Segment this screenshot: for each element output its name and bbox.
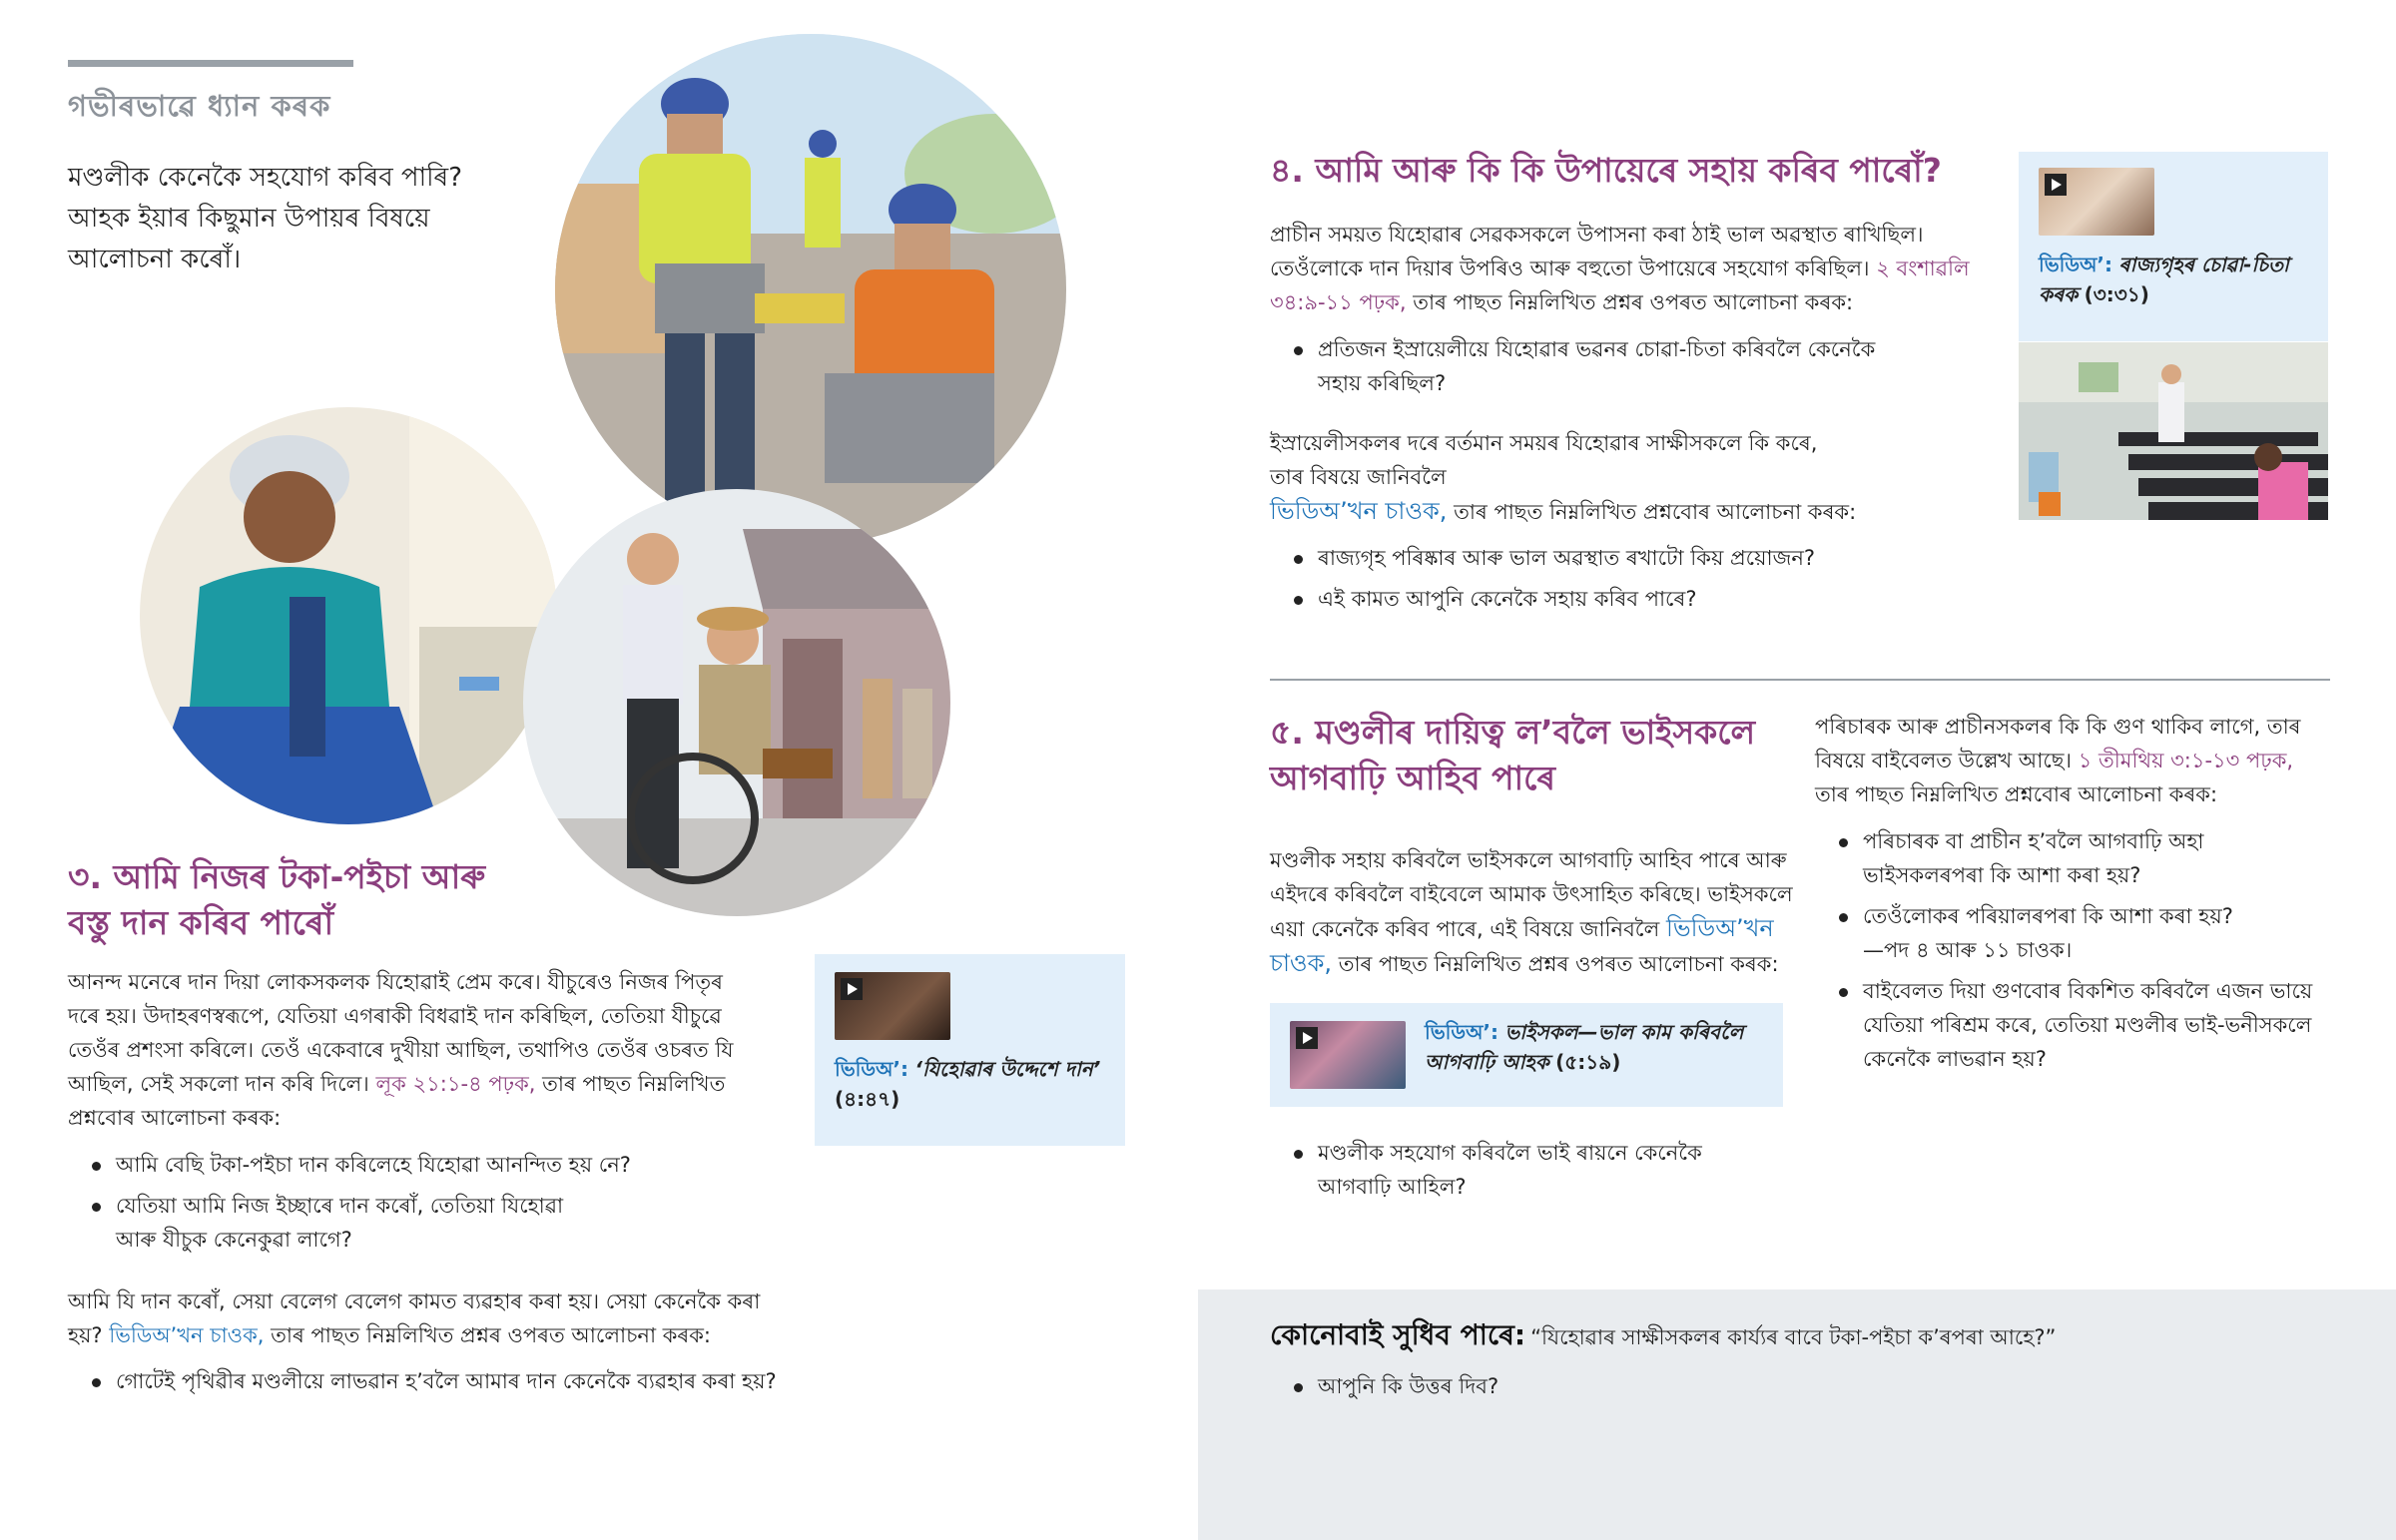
section4-paragraph	[1270, 218, 2009, 319]
video-name: ৰাজ্যগৃহৰ চোৱা-চিতা	[2118, 253, 2289, 276]
section-divider	[1270, 679, 2330, 681]
question-item	[68, 1148, 787, 1182]
question-text: তেওঁলোকৰ পৰিয়ালৰপৰা কি আশা কৰা হয়?	[1863, 904, 2233, 928]
video-name: ভাইসকল—ভাল কাম কৰিবলৈ	[1504, 1020, 1744, 1044]
text: তাৰ পাছত নিম্নলিখিত প্ৰশ্নবোৰ আলোচনা কৰক:	[1454, 500, 1857, 524]
paragraph-line: প্ৰাচীন সময়ত যিহোৱাৰ সেৱকসকলে উপাসনা কৰা ঠাই ভাল অৱস্থাত ৰাখিছিল।	[1270, 223, 1924, 247]
video-card-brothers[interactable]	[1270, 1003, 1783, 1107]
section3-questions-2	[68, 1364, 807, 1405]
paragraph-line: তাৰ পাছত নিম্নলিখিত প্ৰশ্নবোৰ আলোচনা কৰক:	[1815, 782, 2218, 806]
paragraph-line	[68, 1318, 787, 1352]
question-item	[1815, 974, 2334, 1076]
section3-title-line: ৩. আমি নিজৰ টকা-পইচা আৰু	[68, 857, 486, 896]
video-name: আগবাঢ়ি আহক	[1425, 1050, 1549, 1074]
text: বিষয়ে বাইবেলত উল্লেখ আছে।	[1815, 749, 2073, 772]
watch-video-link[interactable]: ভিডিঅ’খন চাওক,	[109, 1323, 265, 1347]
text: তাৰ পাছত নিম্নলিখিত প্ৰশ্নৰ ওপৰত আলোচনা কৰক:	[1338, 952, 1779, 976]
paragraph-line	[1270, 252, 2009, 285]
paragraph-line	[1270, 911, 1829, 946]
donation-illustration	[140, 407, 557, 824]
question-text: আপুনি কি উত্তৰ দিব?	[1318, 1374, 1499, 1398]
section5-title-line: ৫. মণ্ডলীৰ দায়িত্ব ল’বলৈ ভাইসকলে	[1270, 713, 1756, 752]
play-icon[interactable]	[2045, 174, 2067, 196]
intro-line: আলোচনা কৰোঁ।	[68, 245, 242, 274]
question-item	[1270, 541, 1969, 575]
question-text: আমি বেছি টকা-পইচা দান কৰিলেহে যিহোৱা আনন্দিত হয় নে?	[116, 1153, 631, 1177]
question-item	[1270, 1136, 1829, 1204]
video-duration: (৫:১৯)	[1555, 1050, 1621, 1074]
section4-questions-2	[1270, 541, 1969, 623]
paragraph-line: মণ্ডলীক সহায় কৰিবলৈ ভাইসকলে আগবাঢ়ি আহিব পাৰে আৰু	[1270, 848, 1787, 872]
meditate-heading: গভীৰভাৱে ধ্যান কৰক	[68, 89, 331, 123]
video-label	[2039, 250, 2318, 309]
question-text: ভাইসকলৰপৰা কি আশা কৰা হয়?	[1863, 863, 2141, 887]
section5-questions	[1270, 1136, 1829, 1211]
question-item	[68, 1189, 787, 1257]
section3-title-line: বস্তু দান কৰিব পাৰোঁ	[68, 903, 334, 942]
section4-questions	[1270, 332, 1969, 407]
video-card-kingdom-hall[interactable]	[2019, 152, 2328, 341]
meditate-rule	[68, 60, 353, 67]
kingdom-hall-cleaning-photo	[2019, 342, 2328, 520]
question-text: সহায় কৰিছিল?	[1318, 371, 1447, 395]
question-text: এই কামত আপুনি কেনেকৈ সহায় কৰিব পাৰে?	[1318, 587, 1697, 611]
question-item	[1815, 899, 2334, 967]
question-text: যেতিয়া আমি নিজ ইচ্ছাৰে দান কৰোঁ, তেতিয়া যিহোৱা	[116, 1194, 564, 1218]
section5-column2-questions	[1815, 824, 2334, 1083]
paragraph-line	[1815, 744, 2334, 777]
scripture-link-chronicles[interactable]: ২ বংশাৱলি	[1876, 257, 1970, 280]
video-name: ‘যিহোৱাৰ উদ্দেশে দান’	[914, 1057, 1101, 1081]
video-thumbnail[interactable]	[1290, 1021, 1406, 1089]
paragraph-line: দৰে হয়। উদাহৰণস্বৰূপে, যেতিয়া এগৰাকী বিধৱাই দান কৰিছিল, তেতিয়া যীচুৱে	[68, 1004, 722, 1028]
section5-title	[1270, 710, 1755, 801]
wheelchair-illustration	[523, 489, 950, 916]
watch-video-link[interactable]: ভিডিঅ’খন চাওক,	[1270, 497, 1448, 525]
question-text: কেনেকৈ লাভৱান হয়?	[1863, 1047, 2047, 1071]
workers-illustration	[555, 34, 1066, 545]
video-thumbnail[interactable]	[835, 972, 950, 1040]
meditate-intro	[68, 158, 462, 280]
paragraph-line: ইস্ৰায়েলীসকলৰ দৰে বৰ্তমান সময়ৰ যিহোৱাৰ সাক্ষীসকলে কি কৰে,	[1270, 431, 1818, 455]
video-label	[1425, 1017, 1774, 1077]
watch-video-link[interactable]: ভিডিঅ’খন	[1665, 914, 1774, 942]
video-type: ভিডিঅ’:	[2039, 253, 2112, 276]
paragraph-line: আমি যি দান কৰোঁ, সেয়া বেলেগ বেলেগ কামত ব্যৱহাৰ কৰা হয়। সেয়া কেনেকৈ কৰা	[68, 1289, 761, 1313]
question-item	[1815, 824, 2334, 892]
text: তাৰ পাছত নিম্নলিখিত প্ৰশ্নৰ ওপৰত আলোচনা কৰক:	[271, 1323, 712, 1347]
video-thumbnail[interactable]	[2039, 168, 2154, 236]
video-card-donations[interactable]	[815, 954, 1125, 1146]
intro-line: মণ্ডলীক কেনেকৈ সহযোগ কৰিব পাৰি?	[68, 163, 463, 193]
paragraph-line: তেওঁৰ প্ৰশংসা কৰিলে। তেওঁ একেবাৰে দুখীয়া আছিল, তথাপিও তেওঁৰ ওচৰত যি	[68, 1038, 734, 1062]
paragraph-line: পৰিচাৰক আৰু প্ৰাচীনসকলৰ কি কি গুণ থাকিব লাগে, তাৰ	[1815, 715, 2301, 739]
section3-paragraph-2	[68, 1284, 787, 1352]
section5-column2-paragraph	[1815, 710, 2334, 811]
video-duration: (৪:৪৭)	[835, 1087, 900, 1111]
ask-line	[1270, 1313, 2368, 1360]
question-text: বাইবেলত দিয়া গুণবোৰ বিকশিত কৰিবলৈ এজন ভায়ে	[1863, 979, 2313, 1003]
section4-title: ৪. আমি আৰু কি কি উপায়েৰে সহায় কৰিব পাৰোঁ?	[1270, 151, 1942, 190]
question-item	[1270, 332, 1969, 400]
paragraph-line: তাৰ বিষয়ে জানিবলৈ	[1270, 465, 1447, 489]
scripture-link-chronicles[interactable]: ৩৪:৯-১১ পঢ়ক,	[1270, 290, 1407, 314]
section3-questions	[68, 1148, 787, 1264]
question-text: যেতিয়া পৰিশ্ৰম কৰে, তেতিয়া মণ্ডলীৰ ভাই-ভনীসকলে	[1863, 1013, 2312, 1037]
question-text: গোটেই পৃথিৱীৰ মণ্ডলীয়ে লাভৱান হ’বলৈ আমাৰ দান কেনেকৈ ব্যৱহাৰ কৰা হয়?	[116, 1369, 777, 1393]
paragraph-line	[1270, 494, 1989, 529]
paragraph-line	[1270, 285, 2009, 319]
question-text: আৰু যীচুক কেনেকুৱা লাগে?	[116, 1228, 352, 1252]
paragraph-line: প্ৰশ্নবোৰ আলোচনা কৰক:	[68, 1106, 282, 1130]
paragraph-line	[68, 1067, 767, 1101]
text: হয়?	[68, 1323, 103, 1347]
paragraph-line: এইদৰে কৰিবলৈ বাইবেলে আমাক উৎসাহিত কৰিছে। ভাইসকলে	[1270, 882, 1793, 906]
question-text: প্ৰতিজন ইস্ৰায়েলীয়ে যিহোৱাৰ ভৱনৰ চোৱা-চিতা কৰিবলৈ কেনেকৈ	[1318, 337, 1876, 361]
paragraph-line: আনন্দ মনেৰে দান দিয়া লোকসকলক যিহোৱাই প্ৰেম কৰে। যীচুৰেও নিজৰ পিতৃৰ	[68, 970, 723, 994]
question-text: আগবাঢ়ি আহিল?	[1318, 1175, 1467, 1199]
video-name: কৰক	[2039, 282, 2079, 306]
paragraph-line	[1270, 946, 1829, 981]
scripture-link-luke[interactable]: লূক ২১:১-৪ পঢ়ক,	[375, 1072, 536, 1096]
play-icon[interactable]	[841, 978, 863, 1000]
ask-lead: কোনোবাই সুধিব পাৰে:	[1270, 1318, 1526, 1351]
section4-paragraph-2	[1270, 426, 1989, 529]
text: তাৰ পাছত নিম্নলিখিত	[542, 1072, 726, 1096]
watch-video-link[interactable]: চাওক,	[1270, 949, 1332, 977]
question-text: ৰাজ্যগৃহ পৰিষ্কাৰ আৰু ভাল অৱস্থাত ৰখাটো কিয় প্ৰয়োজন?	[1318, 546, 1816, 570]
video-type: ভিডিঅ’:	[1425, 1020, 1498, 1044]
question-text: পৰিচাৰক বা প্ৰাচীন হ’বলৈ আগবাঢ়ি অহা	[1863, 829, 2204, 853]
section3-title	[68, 854, 485, 946]
section3-paragraph	[68, 965, 767, 1135]
ask-questions	[1270, 1369, 2168, 1410]
video-duration: (৩:৩১)	[2084, 282, 2149, 306]
ask-quote: “যিহোৱাৰ সাক্ষীসকলৰ কাৰ্য্যৰ বাবে টকা-পইচা ক’ৰপৰা আহে?”	[1530, 1325, 2057, 1349]
text: আছিল, সেই সকলো দান কৰি দিলে।	[68, 1072, 369, 1096]
question-text: —পদ ৪ আৰু ১১ চাওক।	[1863, 938, 2073, 962]
question-text: মণ্ডলীক সহযোগ কৰিবলৈ ভাই ৰায়নে কেনেকৈ	[1318, 1141, 1702, 1165]
question-item	[1270, 582, 1969, 616]
video-type: ভিডিঅ’:	[835, 1057, 908, 1081]
text: তেওঁলোকে দান দিয়াৰ উপৰিও আৰু বহুতো উপায়েৰে সহযোগ কৰিছিল।	[1270, 257, 1870, 280]
play-icon[interactable]	[1296, 1027, 1318, 1049]
question-item	[68, 1364, 807, 1398]
scripture-link-timothy[interactable]: ১ তীমথিয় ৩:১-১৩ পঢ়ক,	[2078, 749, 2294, 772]
video-label	[835, 1054, 1114, 1114]
question-item	[1270, 1369, 2168, 1403]
section5-paragraph	[1270, 843, 1829, 981]
text: এয়া কেনেকৈ কৰিব পাৰে, এই বিষয়ে জানিবলৈ	[1270, 917, 1660, 941]
text: তাৰ পাছত নিম্নলিখিত প্ৰশ্নৰ ওপৰত আলোচনা কৰক:	[1413, 290, 1854, 314]
section5-title-line: আগবাঢ়ি আহিব পাৰে	[1270, 759, 1555, 797]
someone-may-ask-panel	[1198, 1289, 2396, 1540]
intro-line: আহক ইয়াৰ কিছুমান উপায়ৰ বিষয়ে	[68, 204, 430, 234]
